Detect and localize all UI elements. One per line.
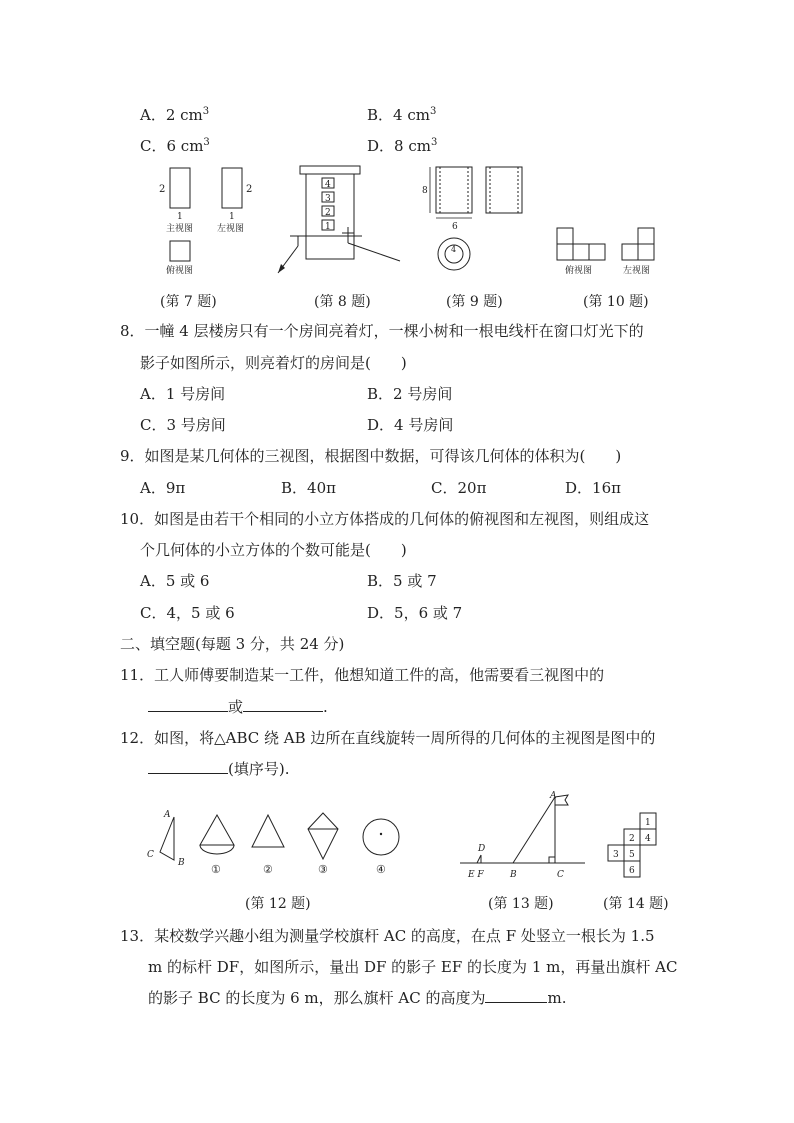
q8-option-a: A．1 号房间 — [140, 385, 226, 403]
q8-line2: 影子如图所示，则亮着灯的房间是( ) — [140, 354, 407, 372]
caption-7: (第 7 题) — [160, 294, 217, 310]
fig8-room-1: 1 — [325, 222, 331, 232]
figure-7 — [150, 160, 260, 280]
fig12-label-a: A — [164, 810, 171, 820]
fig14-face-4: 4 — [645, 834, 651, 844]
q9-option-c: C．20π — [431, 479, 487, 497]
q10-option-b: B．5 或 7 — [367, 572, 437, 590]
q11-blank-1[interactable] — [148, 697, 228, 712]
q10-option-c: C．4，5 或 6 — [140, 604, 235, 622]
q12-line2: (填序号). — [148, 759, 289, 779]
q13-line1: 13．某校数学兴趣小组为测量学校旗杆 AC 的高度，在点 F 处竖立一根长为 1.5 — [120, 927, 655, 945]
q11-blank-2[interactable] — [243, 697, 323, 712]
q9-option-d: D．16π — [565, 479, 621, 497]
caption-14: (第 14 题) — [603, 896, 669, 912]
fig13-label-b: B — [510, 870, 517, 880]
fig7-h1: 2 — [159, 184, 166, 195]
q8-line1: 8．一幢 4 层楼房只有一个房间亮着灯，一棵小树和一根电线杆在窗口灯光下的 — [120, 322, 644, 340]
fig12-option-3: ③ — [318, 863, 328, 876]
fig12-option-1: ① — [211, 863, 221, 876]
fig8-room-3: 3 — [325, 194, 331, 204]
figure-12 — [140, 805, 420, 880]
fig14-face-1: 1 — [645, 818, 651, 828]
q13-blank[interactable] — [485, 988, 547, 1003]
fig12-option-4: ④ — [376, 863, 386, 876]
fig14-face-6: 6 — [629, 866, 635, 876]
fig13-label-d: D — [478, 844, 486, 854]
fig13-label-c: C — [557, 870, 564, 880]
fig9-height: 8 — [422, 186, 428, 196]
fig7-label-main: 主视图 — [166, 224, 194, 234]
section-2-heading: 二、填空题(每题 3 分，共 24 分) — [120, 635, 345, 653]
q7-option-b: B．4 $cm^3$ — [367, 106, 437, 124]
figure-9 — [420, 163, 530, 278]
q12-line1: 12．如图，将△ABC 绕 AB 边所在直线旋转一周所得的几何体的主视图是图中的 — [120, 729, 656, 747]
fig8-room-4: 4 — [325, 180, 331, 190]
q10-option-a: A．5 或 6 — [140, 572, 210, 590]
q11-line2: 或 . — [148, 697, 328, 717]
q7-option-c: C．6 $cm^3$ — [140, 137, 210, 155]
fig7-label-top: 俯视图 — [166, 266, 194, 276]
fig8-room-2: 2 — [325, 208, 331, 218]
fig14-face-3: 3 — [613, 850, 619, 860]
fig7-w2: 1 — [229, 212, 235, 222]
caption-13: (第 13 题) — [488, 896, 554, 912]
q10-line2: 个几何体的小立方体的个数可能是( ) — [140, 541, 407, 559]
q9-line1: 9．如图是某几何体的三视图，根据图中数据，可得该几何体的体积为( ) — [120, 447, 622, 465]
fig7-label-left: 左视图 — [217, 224, 245, 234]
q9-option-b: B．40π — [281, 479, 336, 497]
q13-line2: m 的标杆 DF，如图所示，量出 DF 的影子 EF 的长度为 1 m，再量出旗杆 AC — [148, 958, 678, 976]
q8-option-c: C．3 号房间 — [140, 416, 226, 434]
fig12-label-b: B — [178, 858, 185, 868]
figure-8 — [272, 163, 407, 278]
fig7-w1: 1 — [177, 212, 183, 222]
fig12-label-c: C — [147, 850, 154, 860]
fig10-label-top: 俯视图 — [565, 266, 593, 276]
fig14-face-2: 2 — [629, 834, 635, 844]
q8-option-b: B．2 号房间 — [367, 385, 453, 403]
q13-line3: 的影子 BC 的长度为 6 m，那么旗杆 AC 的高度为 m. — [148, 989, 567, 1007]
fig7-h2: 2 — [246, 184, 253, 195]
q9-option-a: A．9π — [140, 479, 186, 497]
q7-option-a: A．2 $cm^3$ — [140, 106, 210, 124]
q11-line1: 11．工人师傅要制造某一工件，他想知道工件的高，他需要看三视图中的 — [120, 666, 605, 684]
fig14-face-5: 5 — [629, 850, 635, 860]
caption-9: (第 9 题) — [446, 294, 503, 310]
fig9-diameter: 4 — [451, 245, 457, 254]
figure-14 — [605, 810, 665, 880]
q10-option-d: D．5，6 或 7 — [367, 604, 463, 622]
caption-10: (第 10 题) — [583, 294, 649, 310]
caption-8: (第 8 题) — [314, 294, 371, 310]
fig9-width: 6 — [452, 222, 458, 232]
caption-12: (第 12 题) — [245, 896, 311, 912]
figure-10 — [552, 220, 662, 280]
q8-option-d: D．4 号房间 — [367, 416, 454, 434]
fig12-option-2: ② — [263, 863, 273, 876]
q12-blank[interactable] — [148, 759, 228, 774]
fig13-label-ef: E F — [468, 870, 484, 880]
fig13-label-a: A — [550, 791, 557, 801]
fig10-label-left: 左视图 — [623, 266, 651, 276]
q10-line1: 10．如图是由若干个相同的小立方体搭成的几何体的俯视图和左视图，则组成这 — [120, 510, 650, 528]
q7-option-d: D．8 $cm^3$ — [367, 137, 438, 155]
figure-13 — [455, 787, 590, 882]
